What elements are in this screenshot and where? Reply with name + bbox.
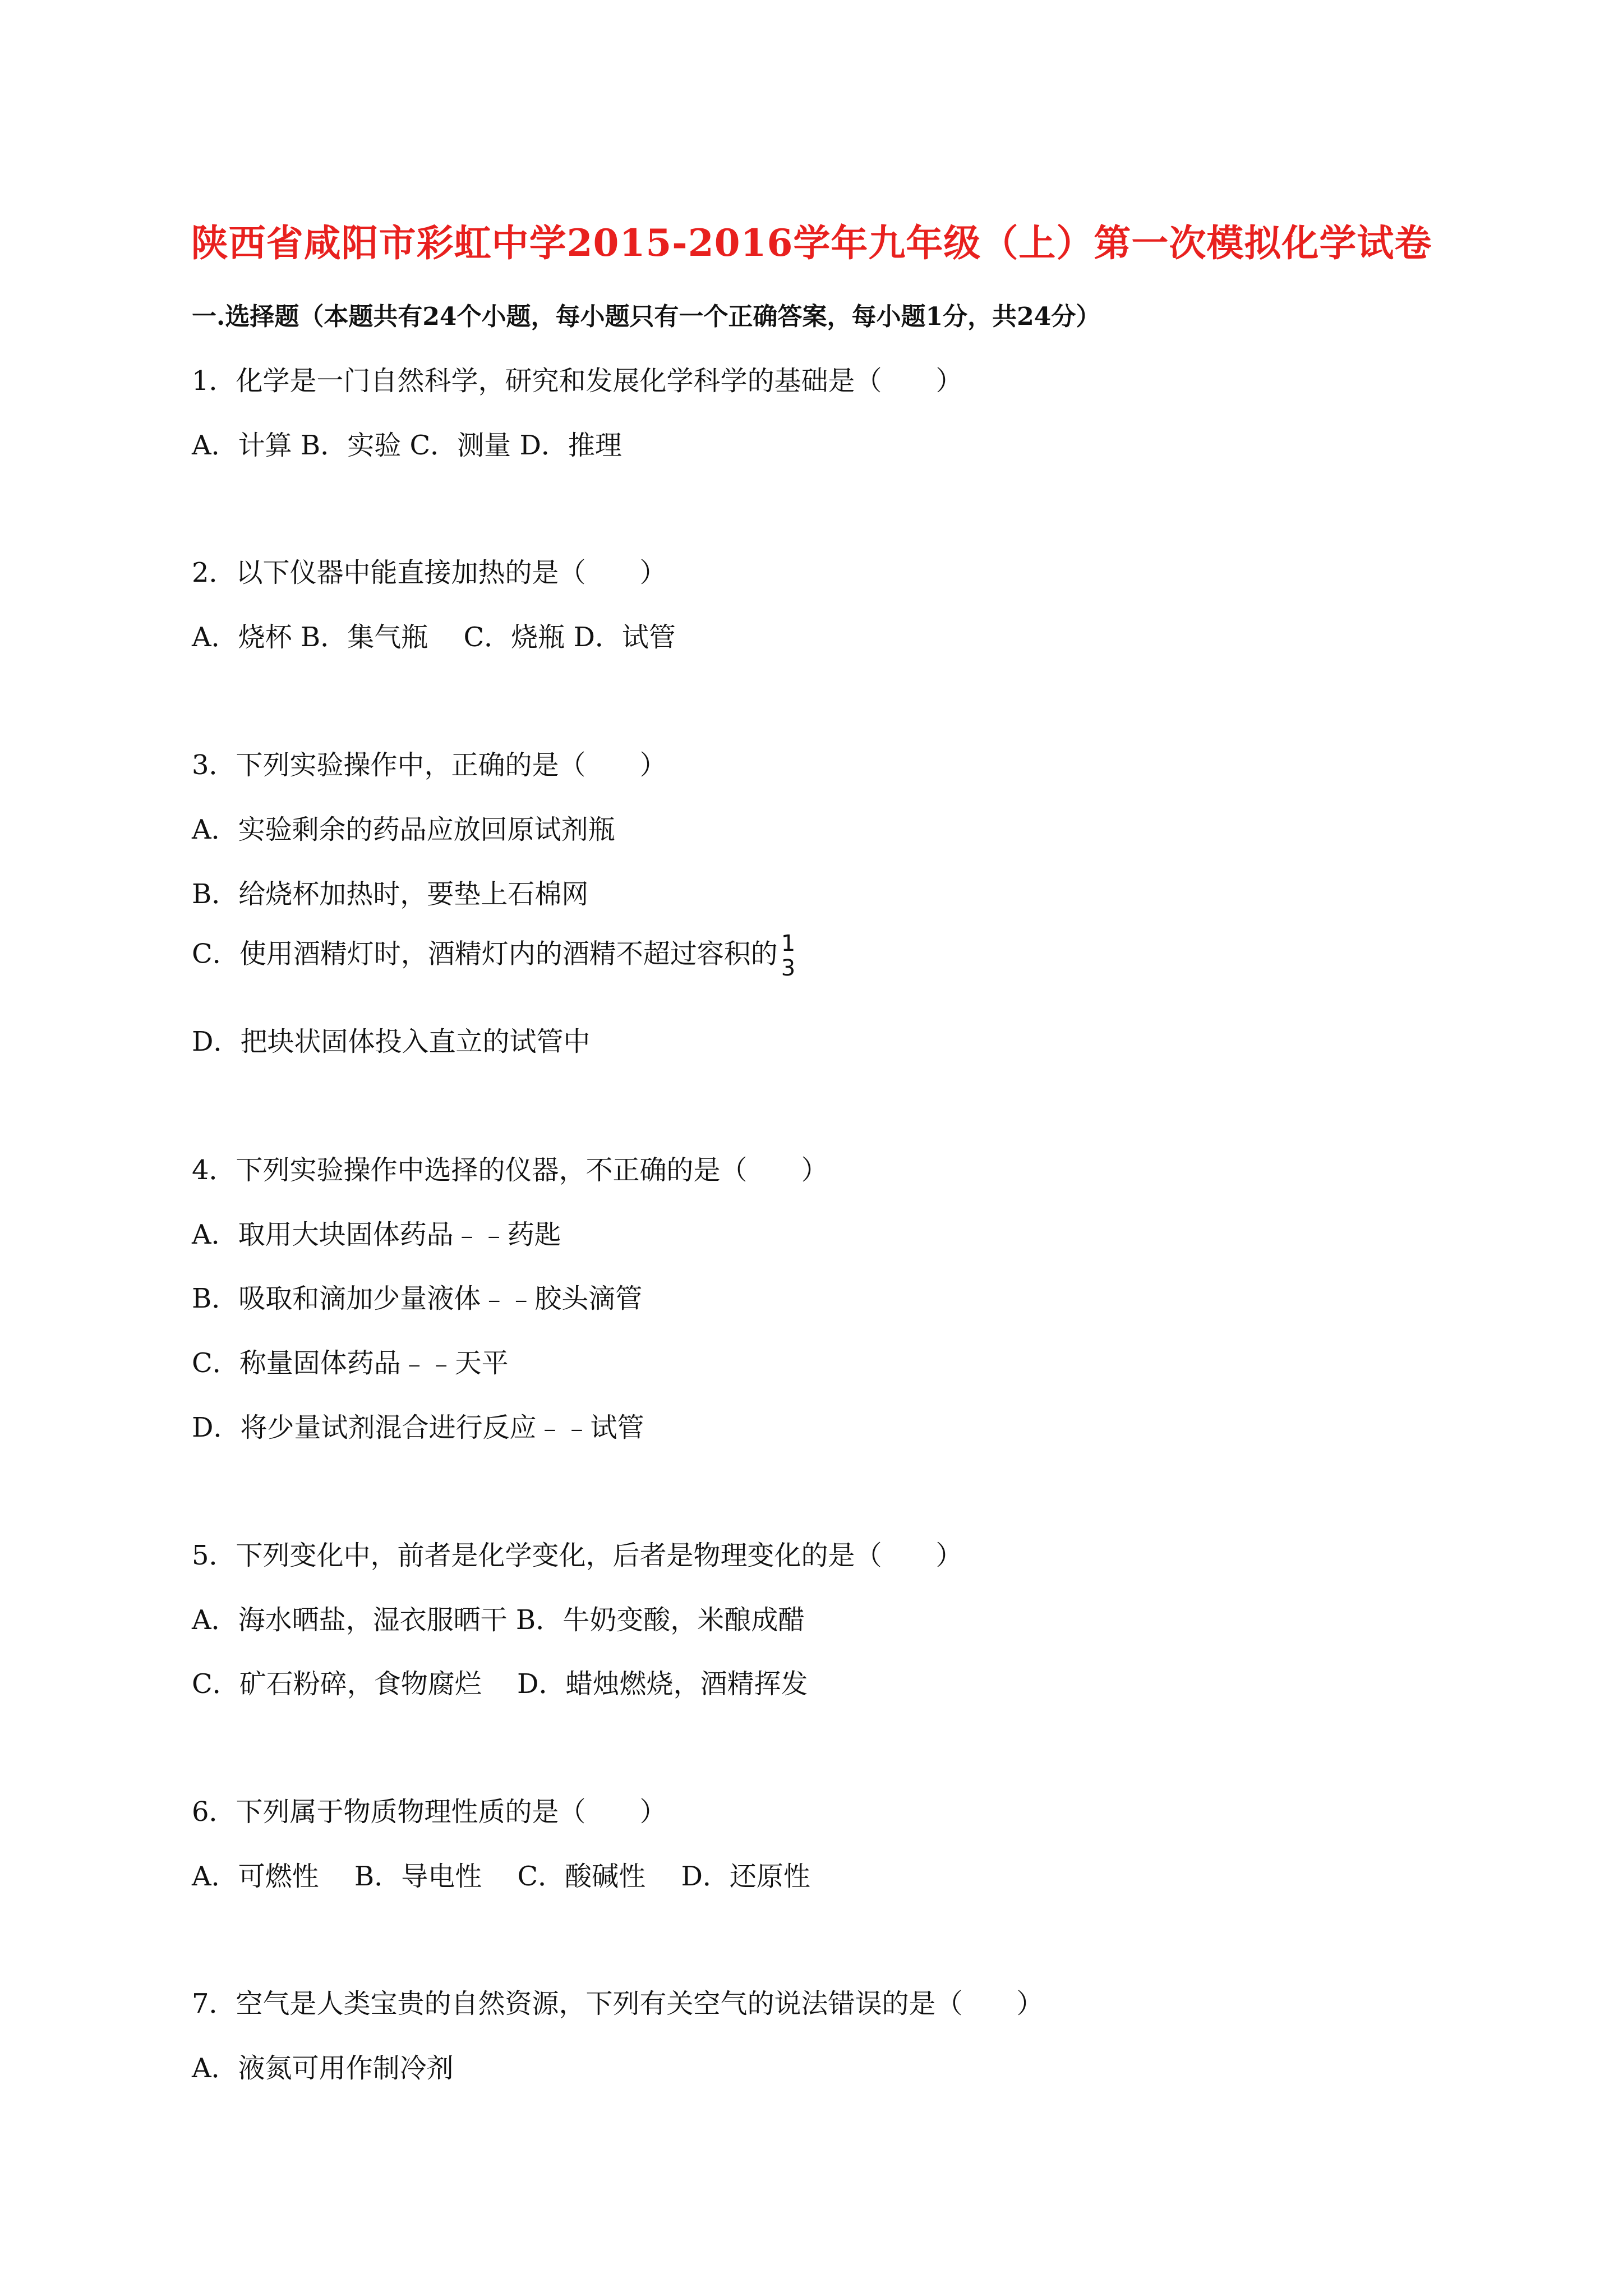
- question-6-options: A．可燃性 B．导电性 C．酸碱性 D．还原性: [192, 1861, 810, 1892]
- question-4-option-d: D．将少量试剂混合进行反应﹣﹣试管: [192, 1412, 644, 1443]
- question-5-options-cd: C．矿石粉碎，食物腐烂 D．蜡烛燃烧，酒精挥发: [192, 1668, 808, 1700]
- question-5-options-ab: A．海水晒盐，湿衣服晒干 B．牛奶变酸，米酿成醋: [192, 1604, 805, 1636]
- question-3-option-b: B．给烧杯加热时，要垫上石棉网: [192, 878, 589, 910]
- question-1-options: A．计算 B．实验 C．测量 D．推理: [192, 430, 622, 461]
- question-1-stem: 1．化学是一门自然科学，研究和发展化学科学的基础是（ ）: [192, 365, 963, 397]
- page-title: 陕西省咸阳市彩虹中学2015-2016学年九年级（上）第一次模拟化学试卷: [191, 221, 1432, 265]
- question-3-option-a: A．实验剩余的药品应放回原试剂瓶: [192, 814, 615, 845]
- question-2-stem: 2．以下仪器中能直接加热的是（ ）: [192, 557, 667, 588]
- question-7-stem: 7．空气是人类宝贵的自然资源，下列有关空气的说法错误的是（ ）: [192, 1988, 1044, 2019]
- question-4-option-a: A．取用大块固体药品﹣﹣药匙: [192, 1219, 561, 1250]
- question-4-option-c: C．称量固体药品﹣﹣天平: [192, 1347, 509, 1379]
- question-3-option-c: C．使用酒精灯时，酒精灯内的酒精不超过容积的: [192, 938, 778, 970]
- question-4-option-b: B．吸取和滴加少量液体﹣﹣胶头滴管: [192, 1283, 643, 1314]
- section-heading: 一.选择题（本题共有24个小题，每小题只有一个正确答案，每小题1分，共24分）: [192, 302, 1101, 331]
- one-third-fraction: [781, 931, 795, 981]
- question-7-option-a: A．液氮可用作制冷剂: [192, 2053, 454, 2084]
- question-2-options: A．烧杯 B．集气瓶 C．烧瓶 D．试管: [192, 622, 676, 653]
- question-3-option-d: D．把块状固体投入直立的试管中: [192, 1026, 591, 1057]
- question-6-stem: 6．下列属于物质物理性质的是（ ）: [192, 1796, 667, 1828]
- fraction-denominator: 3: [781, 955, 796, 981]
- question-3-option-c-row: [192, 931, 795, 981]
- question-4-stem: 4．下列实验操作中选择的仪器，不正确的是（ ）: [192, 1154, 828, 1186]
- fraction-numerator: 1: [781, 931, 796, 956]
- question-5-stem: 5．下列变化中，前者是化学变化，后者是物理变化的是（ ）: [192, 1540, 963, 1571]
- question-3-stem: 3．下列实验操作中，正确的是（ ）: [192, 749, 667, 781]
